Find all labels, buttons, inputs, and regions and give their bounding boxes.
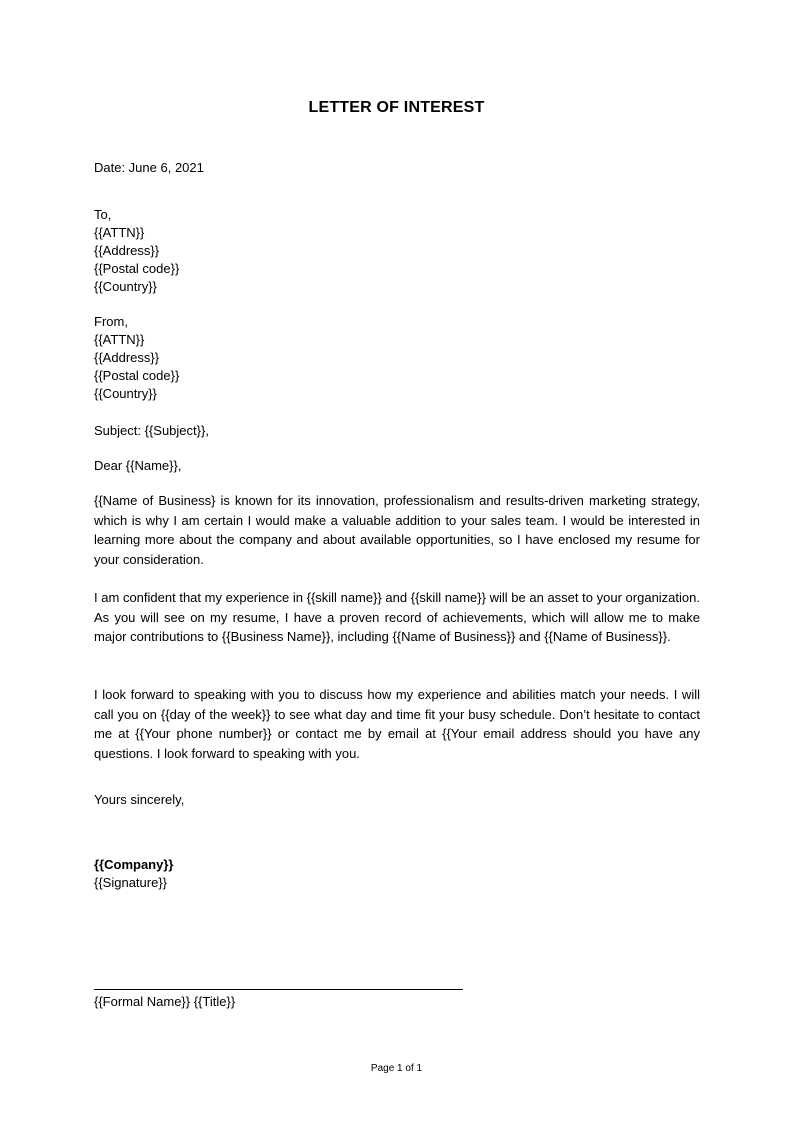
- sender-block: [94, 313, 700, 403]
- sender-postal-code: {{Postal code}}: [94, 368, 180, 383]
- recipient-label: To,: [94, 207, 112, 222]
- sender-address: {{Address}}: [94, 350, 160, 365]
- letter-title: LETTER OF INTEREST: [308, 99, 485, 116]
- recipient-country: {{Country}}: [94, 279, 157, 294]
- body-paragraph-2: I am confident that my experience in {{skill name}} and {{skill name}} will be an asset to your organization. As you will see on my resume, I have a proven record of achievements, which will allow me to make major contributions to {{Business Name}}, including {{Name of Business}} and {{Name of Business}}.: [94, 590, 700, 644]
- recipient-attn: {{ATTN}}: [94, 225, 145, 240]
- sender-attn: {{ATTN}}: [94, 332, 145, 347]
- body-paragraph-3: I look forward to speaking with you to discuss how my experience and abilities match your needs. I will call you on {{day of the week}} to see what day and time fit your busy schedule. Don’t hesitate to contact me at {{Your phone number}} or contact me by email at {{Your email address should you have any questions. I look forward to speaking with you.: [94, 687, 700, 761]
- recipient-postal-code: {{Postal code}}: [94, 261, 180, 276]
- page-number: Page 1 of 1: [370, 1063, 423, 1074]
- recipient-block: [94, 206, 700, 296]
- date-line: Date: June 6, 2021: [94, 160, 204, 175]
- closing: Yours sincerely,: [94, 792, 185, 807]
- sender-label: From,: [94, 314, 128, 329]
- subject-line: Subject: {{Subject}},: [94, 423, 209, 438]
- formal-name-title: {{Formal Name}} {{Title}}: [94, 994, 236, 1009]
- recipient-address: {{Address}}: [94, 243, 160, 258]
- signature-placeholder: {{Signature}}: [94, 875, 168, 890]
- body-paragraph-1: {{Name of Business} is known for its innovation, professionalism and results-driven marketing strategy, which is why I am certain I would make a valuable addition to your sales team. I would be interested in learning more about the company and about available opportunities, so I have enclosed my resume for your consideration.: [94, 493, 700, 567]
- company-name: {{Company}}: [94, 857, 174, 872]
- signature-line: [94, 989, 463, 990]
- salutation: Dear {{Name}},: [94, 458, 182, 473]
- sender-country: {{Country}}: [94, 386, 157, 401]
